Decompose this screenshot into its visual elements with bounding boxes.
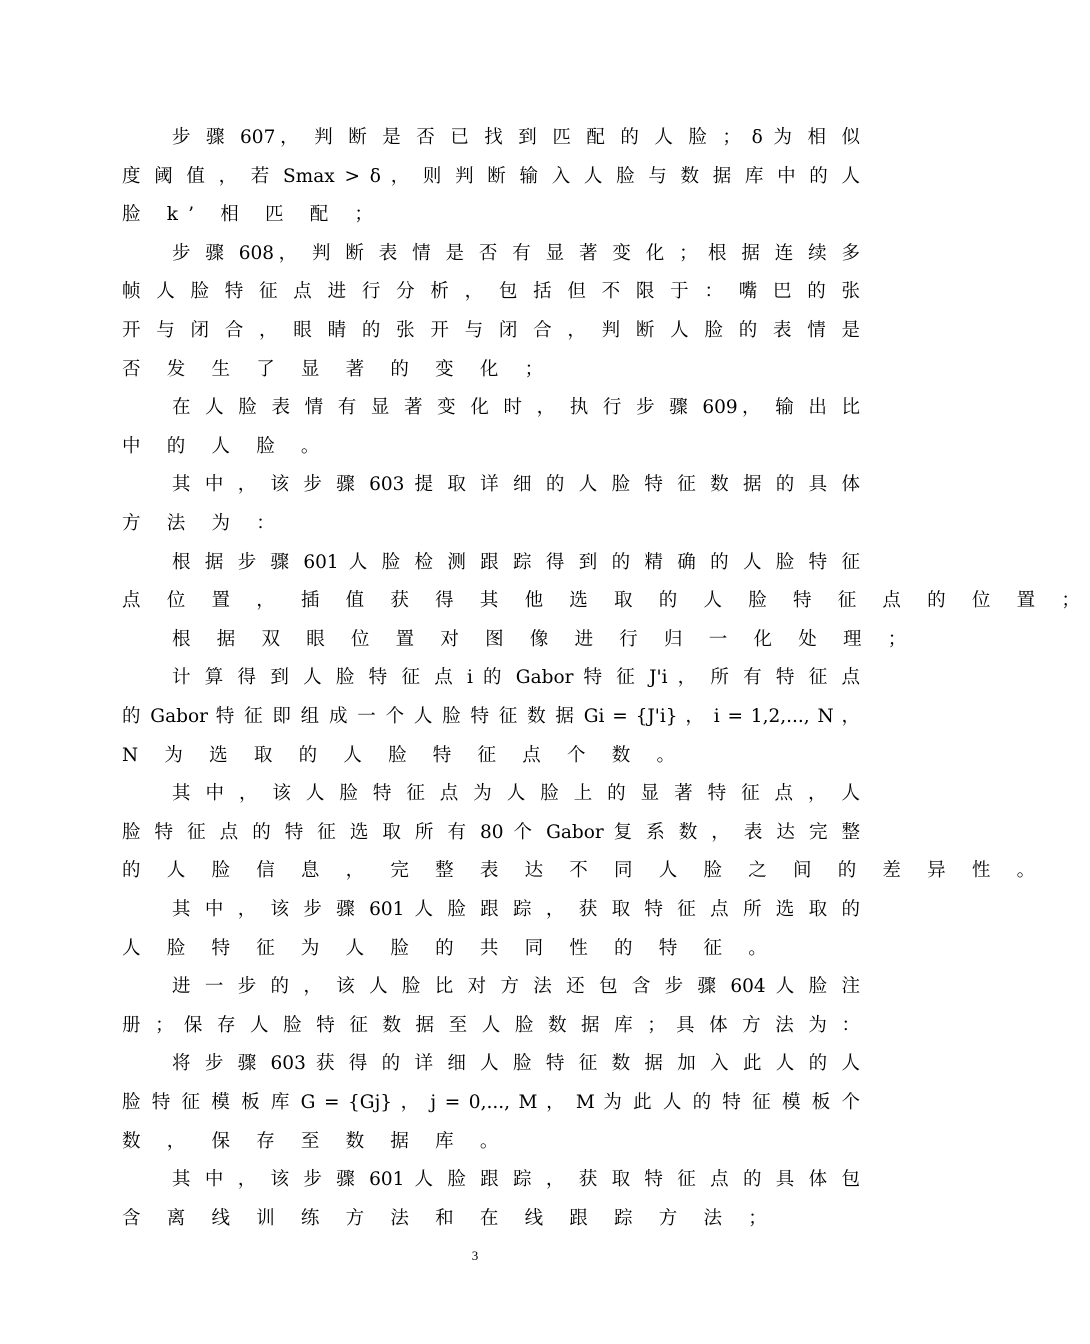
text-line: 中 的 人 脸 。: [122, 435, 330, 457]
text-line: 否 发 生 了 显 著 的 变 化 ；: [122, 358, 554, 380]
text-line: 其 中 ， 该 人 脸 特 征 点 为 人 脸 上 的 显 著 特 征 点 ， 人: [172, 783, 860, 805]
text-line: 其 中 ， 该 步 骤 601 人 脸 跟 踪 ， 获 取 特 征 点 的 具 体 包: [172, 1169, 860, 1191]
text-line: 度 阈 值 ， 若 Smax > δ ， 则 判 断 输 入 人 脸 与 数 据 库 中 的 人: [122, 165, 860, 187]
text-line: 数 ， 保 存 至 数 据 库 。: [122, 1130, 509, 1152]
text-line: 步 骤 607， 判 断 是 否 已 找 到 匹 配 的 人 脸 ； δ 为 相 似: [172, 127, 860, 148]
text-line: 其 中 ， 该 步 骤 601 人 脸 跟 踪 ， 获 取 特 征 点 所 选 取 的: [172, 899, 860, 920]
text-line: 点 位 置 ， 插 值 获 得 其 他 选 取 的 人 脸 特 征 点 的 位 置 ；: [122, 590, 1090, 612]
text-line: 其 中 ， 该 步 骤 603 提 取 详 细 的 人 脸 特 征 数 据 的 具 体: [172, 474, 860, 496]
text-line: 计 算 得 到 人 脸 特 征 点 i 的 Gabor 特 征 J'i ， 所 有 特 征 点: [172, 667, 860, 689]
text-line: 册 ； 保 存 人 脸 特 征 数 据 至 人 脸 数 据 库 ； 具 体 方 法 为 ：: [122, 1014, 860, 1036]
text-line: 进 一 步 的 ， 该 人 脸 比 对 方 法 还 包 含 步 骤 604 人 脸 注: [172, 976, 860, 998]
text-line: N 为 选 取 的 人 脸 特 征 点 个 数 。: [122, 744, 686, 766]
text-line: 帧 人 脸 特 征 点 进 行 分 析 ， 包 括 但 不 限 于 ： 嘴 巴 的 张: [122, 281, 860, 303]
text-line: 的 Gabor 特 征 即 组 成 一 个 人 脸 特 征 数 据 Gi = {J'i} ， i = 1,2,..., N ，: [122, 706, 860, 727]
text-line: 步 骤 608， 判 断 表 情 是 否 有 显 著 变 化 ； 根 据 连 续 多: [172, 242, 860, 264]
page-number: 3: [471, 1248, 479, 1263]
text-line: 根 据 步 骤 601 人 脸 检 测 跟 踪 得 到 的 精 确 的 人 脸 特 征: [172, 551, 860, 573]
text-line: 根 据 双 眼 位 置 对 图 像 进 行 归 一 化 处 理 ；: [172, 628, 917, 650]
text-line: 脸 特 征 模 板 库 G = {Gj} ， j = 0,..., M ， M 为 此 人 的 特 征 模 板 个: [122, 1092, 860, 1113]
text-line: 人 脸 特 征 为 人 脸 的 共 同 性 的 特 征 。: [122, 937, 777, 959]
text-line: 含 离 线 训 练 方 法 和 在 线 跟 踪 方 法 ；: [122, 1207, 777, 1229]
text-line: 方 法 为 ：: [122, 513, 285, 534]
text-line: 脸 k’ 相 匹 配 ；: [122, 204, 384, 226]
text-line: 开 与 闭 合 ， 眼 睛 的 张 开 与 闭 合 ， 判 断 人 脸 的 表 情 是: [122, 320, 860, 341]
text-line: 将 步 骤 603 获 得 的 详 细 人 脸 特 征 数 据 加 入 此 人 的 人: [172, 1053, 860, 1075]
text-line: 在 人 脸 表 情 有 显 著 变 化 时 ， 执 行 步 骤 609， 输 出 比: [172, 397, 860, 419]
text-line: 脸 特 征 点 的 特 征 选 取 所 有 80 个 Gabor 复 系 数 ， 表 达 完 整: [122, 821, 860, 843]
text-line: 的 人 脸 信 息 ， 完 整 表 达 不 同 人 脸 之 间 的 差 异 性 。: [122, 860, 1046, 882]
